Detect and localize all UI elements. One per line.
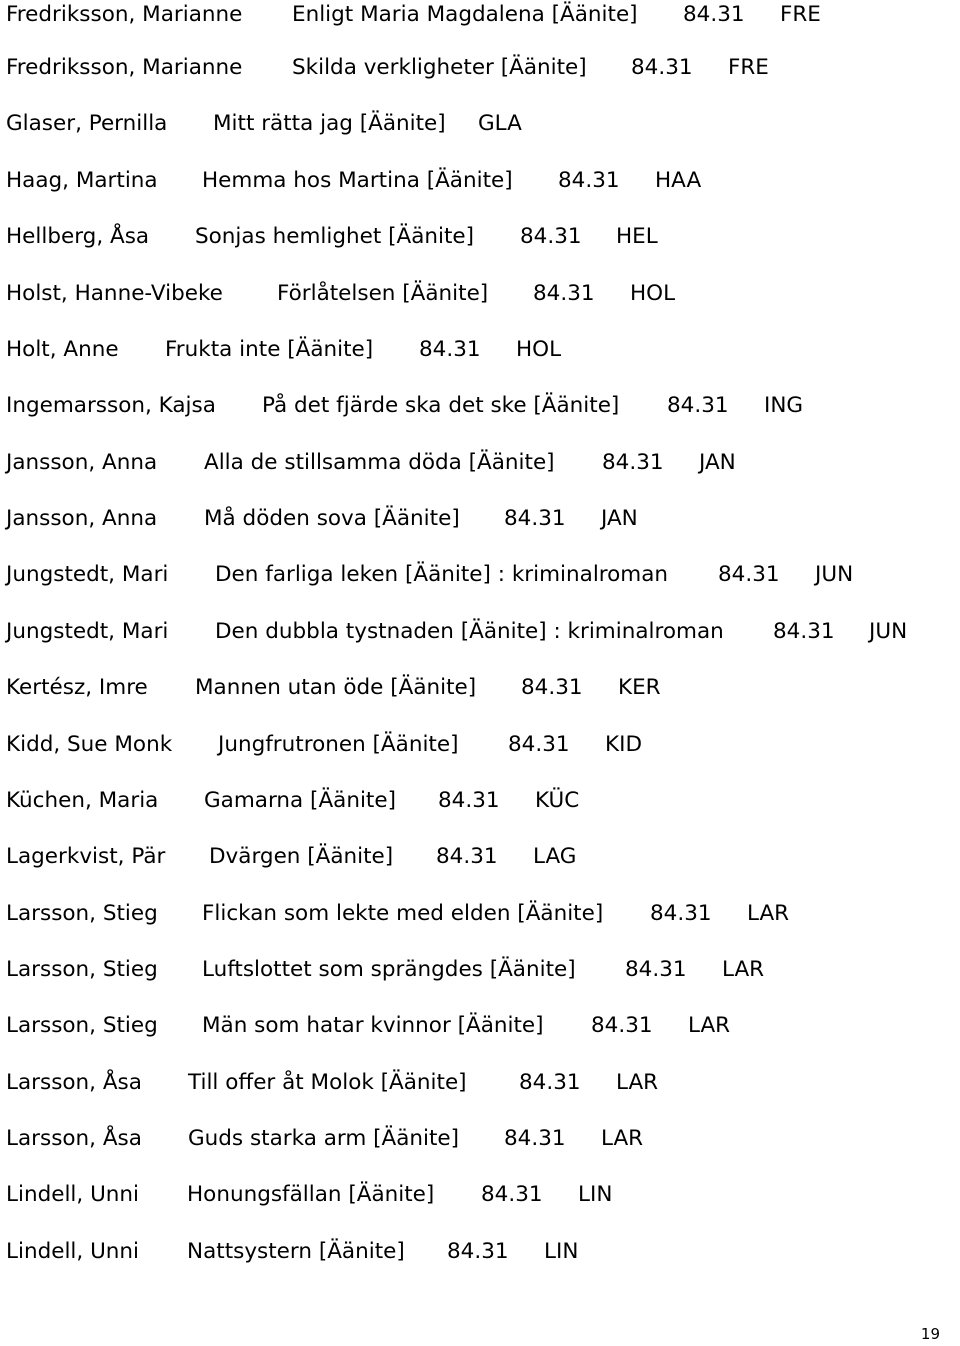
entry-author: Glaser, Pernilla <box>6 111 168 136</box>
page-number: 19 <box>920 1325 940 1343</box>
entry-title: Nattsystern [Äänite] <box>187 1239 405 1264</box>
entry-code: LAR <box>688 1013 731 1038</box>
entry-author: Fredriksson, Marianne <box>6 2 243 27</box>
entry-author: Fredriksson, Marianne <box>6 55 243 80</box>
entry-class: 84.31 <box>508 732 570 757</box>
entry-code: LAR <box>722 957 765 982</box>
entry-class: 84.31 <box>591 1013 653 1038</box>
entry-code: HOL <box>516 337 562 362</box>
entry-class: 84.31 <box>447 1239 509 1264</box>
entry-class: 84.31 <box>481 1182 543 1207</box>
entry-title: Hemma hos Martina [Äänite] <box>202 168 513 193</box>
entry-author: Kidd, Sue Monk <box>6 732 173 757</box>
entry-code: HOL <box>630 281 676 306</box>
entry-class: 84.31 <box>558 168 620 193</box>
entry-title: Frukta inte [Äänite] <box>165 337 374 362</box>
entry-class: 84.31 <box>602 450 664 475</box>
entry-author: Jansson, Anna <box>6 450 158 475</box>
entry-code: ING <box>764 393 804 418</box>
entry-author: Jungstedt, Mari <box>6 562 169 587</box>
entry-author: Larsson, Åsa <box>6 1126 142 1151</box>
entry-code: LIN <box>578 1182 613 1207</box>
entry-title: Luftslottet som sprängdes [Äänite] <box>202 957 576 982</box>
entry-class: 84.31 <box>504 506 566 531</box>
entry-code: JAN <box>699 450 736 475</box>
entry-code: LAG <box>533 844 577 869</box>
entry-code: JUN <box>815 562 854 587</box>
entry-title: Flickan som lekte med elden [Äänite] <box>202 901 604 926</box>
entry-title: Alla de stillsamma döda [Äänite] <box>204 450 555 475</box>
entry-code: KID <box>605 732 642 757</box>
entry-title: Dvärgen [Äänite] <box>209 844 394 869</box>
entry-author: Ingemarsson, Kajsa <box>6 393 216 418</box>
entry-class: 84.31 <box>631 55 693 80</box>
entry-class: 84.31 <box>667 393 729 418</box>
entry-class: 84.31 <box>436 844 498 869</box>
entry-title: Till offer åt Molok [Äänite] <box>188 1070 467 1095</box>
entry-class: 84.31 <box>419 337 481 362</box>
entry-class: 84.31 <box>718 562 780 587</box>
entry-title: Mitt rätta jag [Äänite] <box>213 111 446 136</box>
entry-author: Küchen, Maria <box>6 788 159 813</box>
entry-title: Den dubbla tystnaden [Äänite] : kriminalroman <box>215 619 724 644</box>
entry-author: Larsson, Stieg <box>6 901 158 926</box>
entry-title: Enligt Maria Magdalena [Äänite] <box>292 2 638 27</box>
entry-class: 84.31 <box>504 1126 566 1151</box>
entry-title: Förlåtelsen [Äänite] <box>277 281 489 306</box>
entry-class: 84.31 <box>650 901 712 926</box>
entry-code: GLA <box>478 111 522 136</box>
entry-code: KÜC <box>535 788 580 813</box>
entry-code: FRE <box>780 2 821 27</box>
entry-author: Larsson, Stieg <box>6 1013 158 1038</box>
entry-code: KER <box>618 675 661 700</box>
entry-author: Larsson, Åsa <box>6 1070 142 1095</box>
entry-title: Den farliga leken [Äänite] : kriminalroman <box>215 562 669 587</box>
entry-class: 84.31 <box>521 675 583 700</box>
entry-class: 84.31 <box>683 2 745 27</box>
entry-code: LAR <box>747 901 790 926</box>
entry-class: 84.31 <box>773 619 835 644</box>
entry-code: HAA <box>655 168 702 193</box>
entry-author: Larsson, Stieg <box>6 957 158 982</box>
entry-author: Kertész, Imre <box>6 675 148 700</box>
entry-code: LAR <box>616 1070 659 1095</box>
entry-class: 84.31 <box>533 281 595 306</box>
entry-title: Jungfrutronen [Äänite] <box>218 732 459 757</box>
entry-code: HEL <box>616 224 658 249</box>
entry-title: På det fjärde ska det ske [Äänite] <box>262 393 620 418</box>
entry-title: Skilda verkligheter [Äänite] <box>292 55 587 80</box>
entry-code: JAN <box>601 506 638 531</box>
entry-author: Jungstedt, Mari <box>6 619 169 644</box>
entry-title: Må döden sova [Äänite] <box>204 506 460 531</box>
entry-title: Sonjas hemlighet [Äänite] <box>195 224 475 249</box>
entry-author: Lagerkvist, Pär <box>6 844 166 869</box>
entry-author: Haag, Martina <box>6 168 158 193</box>
entry-code: JUN <box>869 619 908 644</box>
entry-class: 84.31 <box>438 788 500 813</box>
entry-class: 84.31 <box>520 224 582 249</box>
entry-author: Holst, Hanne-Vibeke <box>6 281 223 306</box>
entry-code: LAR <box>601 1126 644 1151</box>
entry-code: FRE <box>728 55 769 80</box>
entry-author: Jansson, Anna <box>6 506 158 531</box>
entry-title: Mannen utan öde [Äänite] <box>195 675 477 700</box>
entry-author: Lindell, Unni <box>6 1182 140 1207</box>
entry-title: Honungsfällan [Äänite] <box>187 1182 435 1207</box>
entry-title: Gamarna [Äänite] <box>204 788 396 813</box>
entry-author: Holt, Anne <box>6 337 119 362</box>
entry-code: LIN <box>544 1239 579 1264</box>
entry-title: Män som hatar kvinnor [Äänite] <box>202 1013 544 1038</box>
entry-author: Lindell, Unni <box>6 1239 140 1264</box>
entry-author: Hellberg, Åsa <box>6 224 150 249</box>
entry-title: Guds starka arm [Äänite] <box>188 1126 460 1151</box>
entry-class: 84.31 <box>519 1070 581 1095</box>
entry-class: 84.31 <box>625 957 687 982</box>
